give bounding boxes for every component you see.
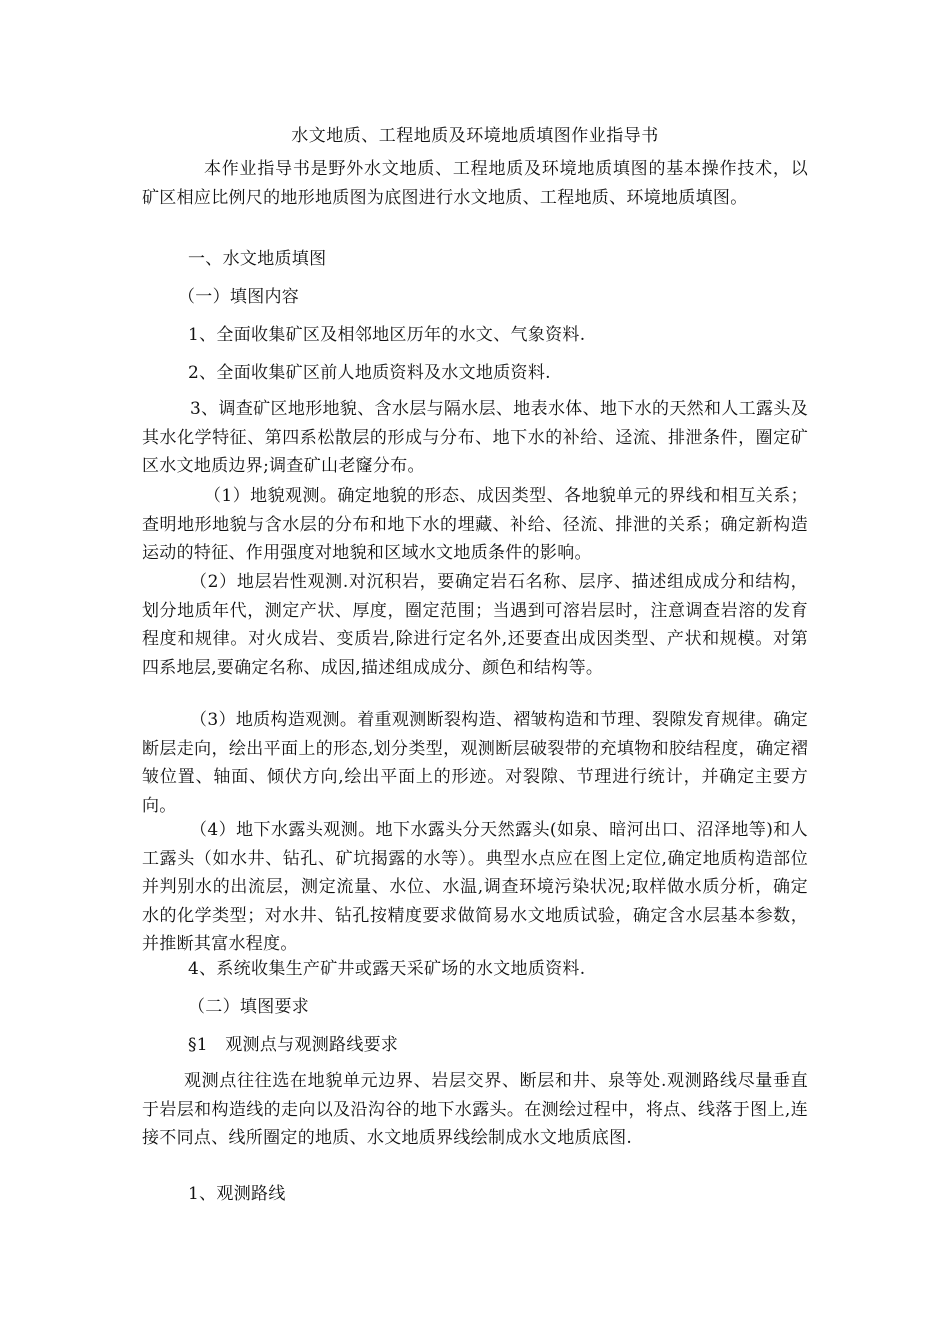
sub-item-landform-observation: （1）地貌观测。确定地貌的形态、成因类型、各地貌单元的界线和相互关系；查明地形地貌与含水层的分布和地下水的埋藏、补给、径流、排泄的关系；确定新构造运动的特征、作用强度对地貌和区域水文地质条件的影响。: [142, 486, 808, 563]
observation-paragraph: 观测点往往选在地貌单元边界、岩层交界、断层和井、泉等处.观测路线尽量垂直于岩层和构造线的走向以及沿沟谷的地下水露头。在测绘过程中，将点、线落于图上,连接不同点、线所圈定的地质、水文地质界线绘制成水文地质底图.: [142, 1071, 808, 1148]
subsection-heading-mapping-requirements: （二）填图要求: [188, 997, 310, 1017]
list-item-2: 2、全面收集矿区前人地质资料及水文地质资料.: [188, 363, 551, 383]
sub-item-structure-observation: （3）地质构造观测。着重观测断裂构造、褶皱构造和节理、裂隙发育规律。确定断层走向，绘出平面上的形态,划分类型，观测断层破裂带的充填物和胶结程度，确定褶皱位置、轴面、倾伏方向,绘出平面上的形迹。对裂隙、节理进行统计，并确定主要方向。: [142, 710, 808, 816]
subsection-heading-mapping-content: （一）填图内容: [178, 287, 300, 307]
section-mark-heading: §1 观测点与观测路线要求: [188, 1035, 399, 1055]
section-heading-hydrogeology-mapping: 一、水文地质填图: [188, 249, 327, 269]
sub-item-groundwater-observation: （4）地下水露头观测。地下水露头分天然露头(如泉、暗河出口、沼泽地等)和人工露头（如水井、钻孔、矿坑揭露的水等）。典型水点应在图上定位,确定地质构造部位并判别水的出流层，测定流量、水位、水温,调查环境污染状况;取样做水质分析，确定水的化学类型；对水井、钻孔按精度要求做简易水文地质试验，确定含水层基本参数，并推断其富水程度。: [142, 820, 808, 954]
list-item-1: 1、全面收集矿区及相邻地区历年的水文、气象资料.: [188, 325, 586, 345]
list-item-4: 4、系统收集生产矿井或露天采矿场的水文地质资料.: [188, 959, 586, 979]
intro-paragraph: 本作业指导书是野外水文地质、工程地质及环境地质填图的基本操作技术，以矿区相应比例尺的地形地质图为底图进行水文地质、工程地质、环境地质填图。: [142, 159, 808, 208]
observation-route-heading: 1、观测路线: [188, 1184, 286, 1204]
sub-item-stratigraphy-observation: （2）地层岩性观测.对沉积岩，要确定岩石名称、层序、描述组成成分和结构，划分地质年代，测定产状、厚度，圈定范围；当遇到可溶岩层时，注意调查岩溶的发育程度和规律。对火成岩、变质岩,除进行定名外,还要查出成因类型、产状和规模。对第四系地层,要确定名称、成因,描述组成成分、颜色和结构等。: [142, 572, 808, 678]
document-title: 水文地质、工程地质及环境地质填图作业指导书: [291, 126, 659, 146]
list-item-3: 3、调查矿区地形地貌、含水层与隔水层、地表水体、地下水的天然和人工露头及其水化学特征、第四系松散层的形成与分布、地下水的补给、迳流、排泄条件，圈定矿区水文地质边界;调查矿山老窿分布。: [142, 399, 808, 476]
